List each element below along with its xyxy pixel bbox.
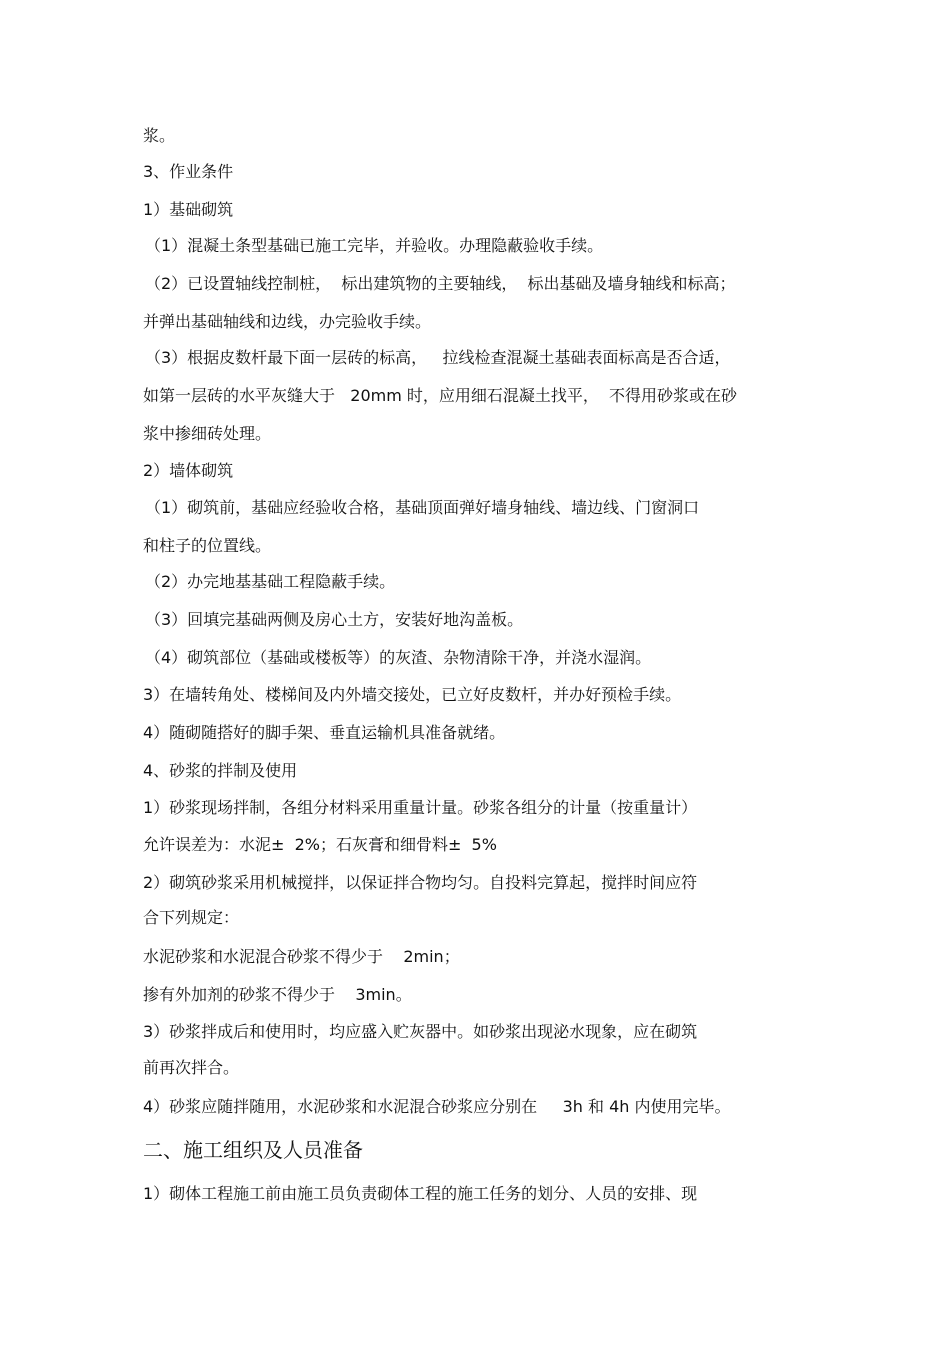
- text-line: 4）随砌随搭好的脚手架、垂直运输机具准备就绪。: [143, 723, 506, 742]
- text-line: （1）砌筑前，基础应经验收合格，基础顶面弹好墙身轴线、墙边线、门窗洞口: [145, 498, 700, 517]
- text-line: 水泥砂浆和水泥混合砂浆不得少于 2min；: [143, 947, 460, 966]
- text-line: 如第一层砖的水平灰缝大于 20mm 时，应用细石混凝土找平， 不得用砂浆或在砂: [143, 386, 738, 405]
- section-subheading: 4、砂浆的拌制及使用: [143, 761, 298, 780]
- item-heading: 1）基础砌筑: [143, 200, 234, 219]
- item-heading: 2）墙体砌筑: [143, 461, 234, 480]
- text-line: 并弹出基础轴线和边线，办完验收手续。: [143, 312, 432, 331]
- text-line: 1）砌体工程施工前由施工员负责砌体工程的施工任务的划分、人员的安排、现: [143, 1184, 698, 1203]
- text-line: 允许误差为：水泥± 2%；石灰膏和细骨料± 5%: [143, 835, 497, 854]
- text-line: 4）砂浆应随拌随用，水泥砂浆和水泥混合砂浆应分别在 3h 和 4h 内使用完毕。: [143, 1097, 731, 1116]
- section-heading: 二、施工组织及人员准备: [143, 1138, 363, 1162]
- text-line: 合下列规定：: [143, 908, 240, 927]
- text-line: （3）回填完基础两侧及房心土方，安装好地沟盖板。: [145, 610, 524, 629]
- text-line: 浆中掺细砖处理。: [143, 424, 272, 443]
- text-line: 掺有外加剂的砂浆不得少于 3min。: [143, 985, 412, 1004]
- text-line: 1）砂浆现场拌制，各组分材料采用重量计量。砂浆各组分的计量（按重量计）: [143, 798, 698, 817]
- text-line: （4）砌筑部位（基础或楼板等）的灰渣、杂物清除干净，并浇水湿润。: [145, 648, 652, 667]
- text-line: （2）已设置轴线控制桩， 标出建筑物的主要轴线， 标出基础及墙身轴线和标高；: [145, 274, 736, 293]
- text-line: 前再次拌合。: [143, 1058, 240, 1077]
- text-line: （2）办完地基基础工程隐蔽手续。: [145, 572, 396, 591]
- text-line: （1）混凝土条型基础已施工完毕，并验收。办理隐蔽验收手续。: [145, 236, 604, 255]
- text-line: 2）砌筑砂浆采用机械搅拌，以保证拌合物均匀。自投料完算起，搅拌时间应符: [143, 873, 698, 892]
- text-line: （3）根据皮数杆最下面一层砖的标高， 拉线检查混凝土基础表面标高是否合适，: [145, 348, 731, 367]
- text-line: 浆。: [143, 126, 176, 145]
- text-line: 和柱子的位置线。: [143, 536, 272, 555]
- section-subheading: 3、作业条件: [143, 162, 234, 181]
- text-line: 3）在墙转角处、楼梯间及内外墙交接处，已立好皮数杆，并办好预检手续。: [143, 685, 682, 704]
- text-line: 3）砂浆拌成后和使用时，均应盛入贮灰器中。如砂浆出现泌水现象，应在砌筑: [143, 1022, 698, 1041]
